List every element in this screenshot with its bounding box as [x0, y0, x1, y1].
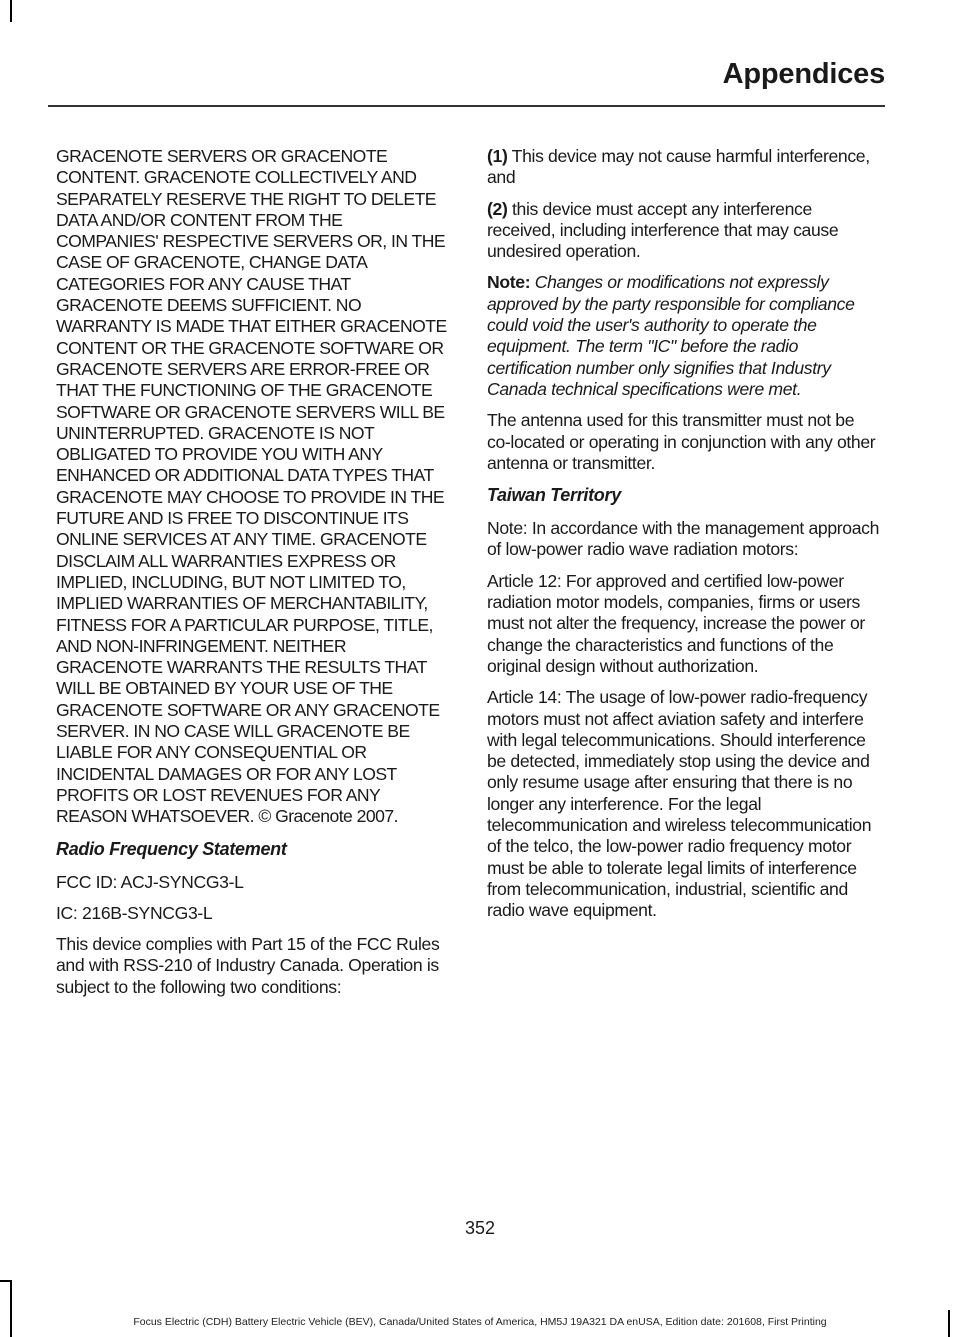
crop-mark-bottom-left-horizontal	[0, 1280, 12, 1282]
article-12: Article 12: For approved and certified low-power radiation motor models, companies, firms or users must not alter the frequency, increase the power or change the characteristics and functions of the original design without authorization.	[487, 570, 865, 676]
header-divider	[48, 105, 885, 107]
page-title: Appendices	[722, 58, 885, 90]
radio-frequency-heading: Radio Frequency Statement	[56, 838, 287, 859]
right-column	[487, 146, 882, 932]
antenna-statement: The antenna used for this transmitter must not be co-located or operating in conjunction with any other antenna or transmitter.	[487, 410, 876, 473]
taiwan-territory-heading: Taiwan Territory	[487, 485, 621, 506]
crop-mark-top-left	[10, 0, 12, 22]
left-column	[56, 146, 448, 1008]
condition-2-number: (2)	[487, 198, 508, 219]
footer-text: Focus Electric (CDH) Battery Electric Vehicle (BEV), Canada/United States of America, HM5J 19A321 DA enUSA, Edition date: 201608, First Printing	[133, 1316, 827, 1328]
ic-number: IC: 216B-SYNCG3-L	[56, 902, 213, 923]
note-label: Note:	[487, 272, 531, 293]
gracenote-disclaimer: GRACENOTE SERVERS OR GRACENOTE CONTENT. GRACENOTE COLLECTIVELY AND SEPARATELY RESERVE THE RIGHT TO DELETE DATA AND/OR CONTENT FROM THE COMPANIES' RESPECTIVE SERVERS OR, IN THE CASE OF GRACENOTE, CHANGE DATA CATEGORIES FOR ANY CAUSE THAT GRACENOTE DEEMS SUFFICIENT. NO WARRANTY IS MADE THAT EITHER GRACENOTE CONTENT OR THE GRACENOTE SOFTWARE OR GRACENOTE SERVERS ARE ERROR-FREE OR THAT THE FUNCTIONING OF THE GRACENOTE SOFTWARE OR GRACENOTE SERVERS WILL BE UNINTERRUPTED. GRACENOTE IS NOT OBLIGATED TO PROVIDE YOU WITH ANY ENHANCED OR ADDITIONAL DATA TYPES THAT GRACENOTE MAY CHOOSE TO PROVIDE IN THE FUTURE AND IS FREE TO DISCONTINUE ITS ONLINE SERVICES AT ANY TIME. GRACENOTE DISCLAIM ALL WARRANTIES EXPRESS OR IMPLIED, INCLUDING, BUT NOT LIMITED TO, IMPLIED WARRANTIES OF MERCHANTABILITY, FITNESS FOR A PARTICULAR PURPOSE, TITLE, AND NON-INFRINGEMENT. NEITHER GRACENOTE WARRANTS THE RESULTS THAT WILL BE OBTAINED BY YOUR USE OF THE GRACENOTE SOFTWARE OR ANY GRACENOTE SERVER. IN NO CASE WILL GRACENOTE BE LIABLE FOR ANY CONSEQUENTIAL OR INCIDENTAL DAMAGES OR FOR ANY LOST PROFITS OR LOST REVENUES FOR ANY REASON WHATSOEVER. © Gracenote 2007.	[56, 146, 447, 827]
article-14: Article 14: The usage of low-power radio-frequency motors must not affect aviation safety and interfere with legal telecommunications. Should interference be detected, immediately stop using the device and only resume usage after ensuring that there is no longer any interference. For the legal telecommunication and wireless telecommunication of the telco, the low-power radio frequency motor must be able to tolerate legal limits of interference from telecommunication, industrial, scientific and radio wave equipment.	[487, 687, 872, 921]
fcc-id: FCC ID: ACJ-SYNCG3-L	[56, 871, 244, 892]
condition-1	[487, 146, 882, 189]
condition-1-number: (1)	[487, 146, 508, 166]
compliance-statement: This device complies with Part 15 of the FCC Rules and with RSS-210 of Industry Canada. Operation is subject to the following two conditions:	[56, 934, 440, 997]
note-paragraph	[487, 272, 882, 400]
condition-1-text: This device may not cause harmful interference, and	[487, 146, 870, 188]
condition-2	[487, 199, 882, 263]
condition-2-text: this device must accept any interference received, including interference that may cause undesired operation.	[487, 198, 839, 262]
note-text: Changes or modifications not expressly approved by the party responsible for compliance could void the user's authority to operate the equipment. The term "IC" before the radio certification number only signifies that Industry Canada technical specifications were met.	[487, 272, 855, 399]
taiwan-note: Note: In accordance with the management approach of low-power radio wave radiation motors:	[487, 518, 880, 560]
crop-mark-bottom-left	[10, 1280, 12, 1337]
page-number: 352	[464, 1218, 496, 1238]
